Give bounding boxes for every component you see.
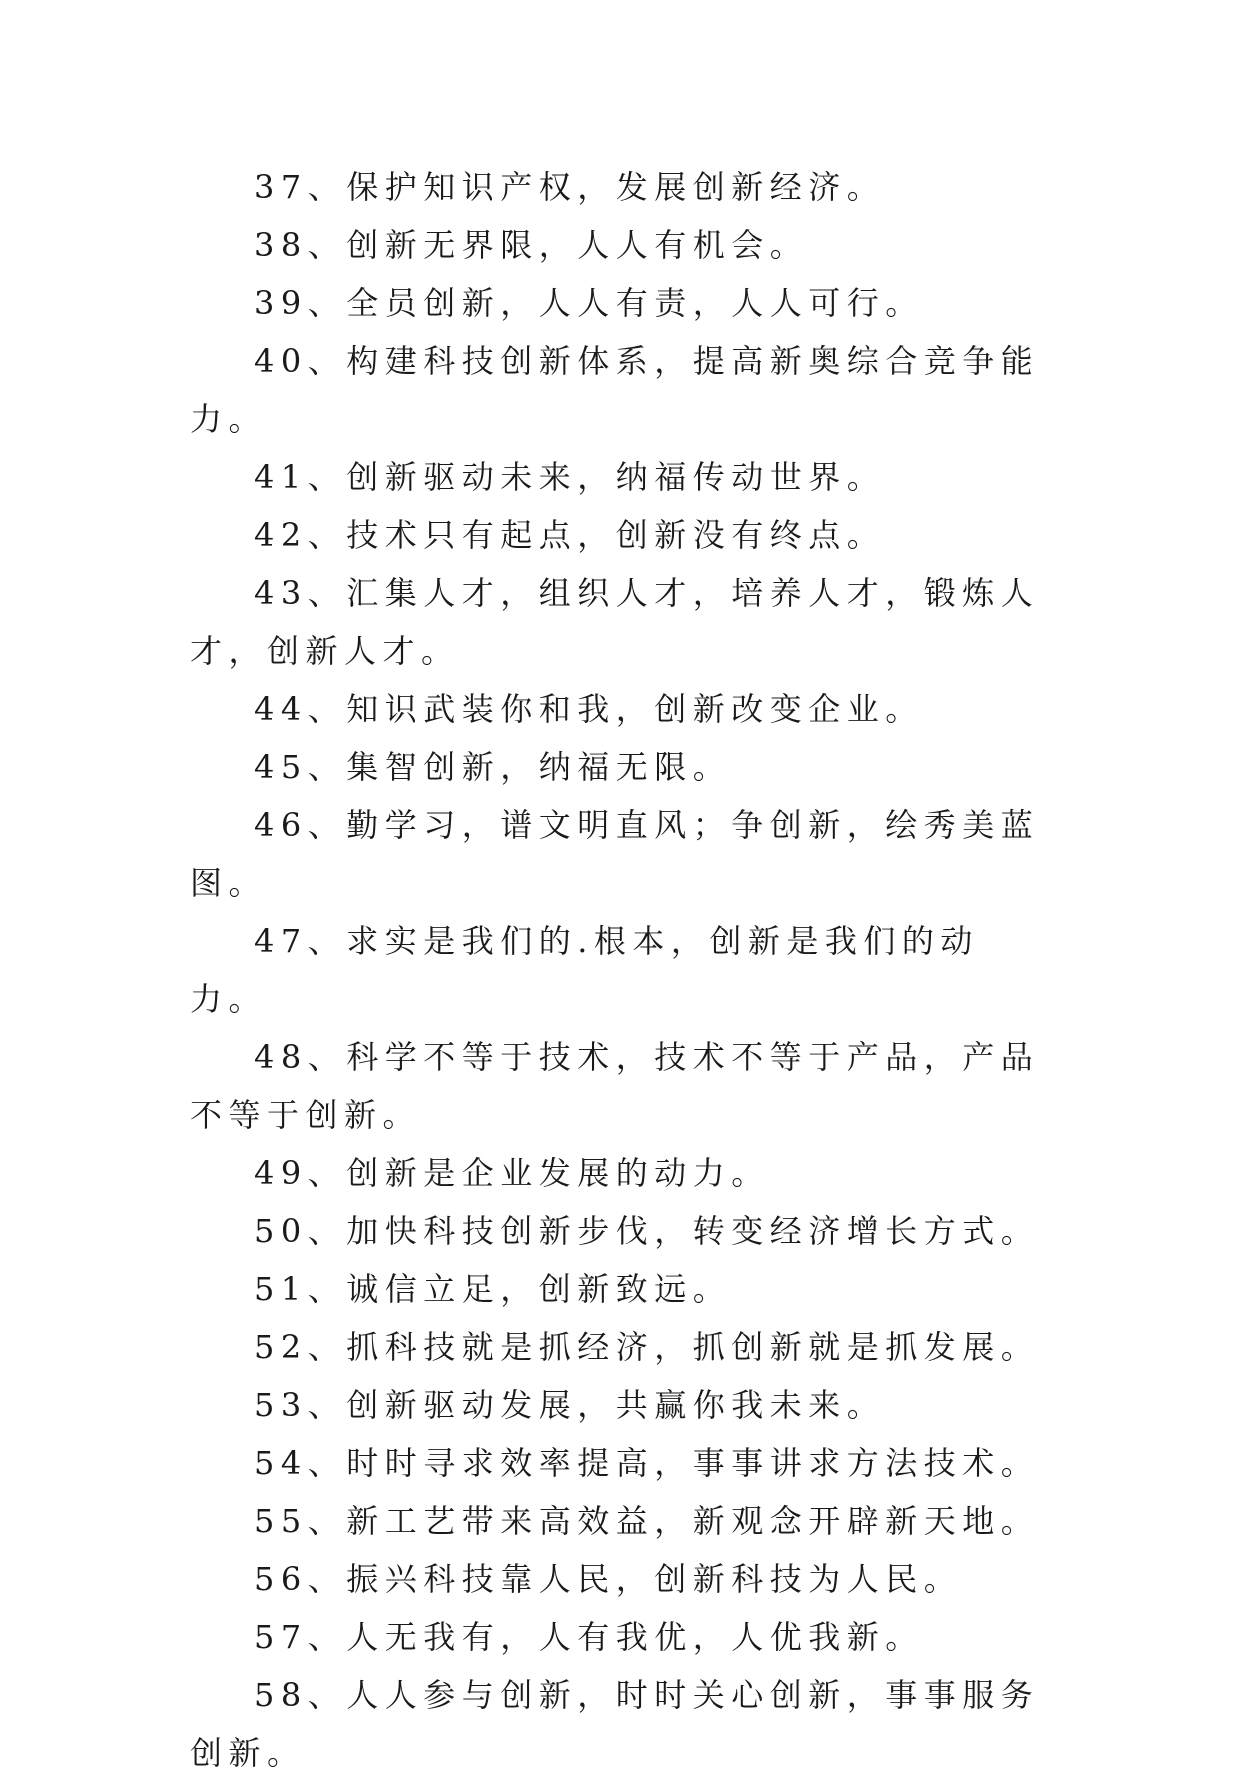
list-item: 46、勤学习，谱文明直风；争创新，绘秀美蓝图。: [190, 806, 1040, 902]
list-item: 45、集智创新，纳福无限。: [254, 748, 732, 786]
list-item: 40、构建科技创新体系，提高新奥综合竞争能力。: [190, 342, 1040, 438]
list-item: 44、知识武装你和我，创新改变企业。: [254, 690, 924, 728]
list-item: 53、创新驱动发展，共赢你我未来。: [254, 1386, 886, 1424]
list-item: 38、创新无界限，人人有机会。: [254, 226, 809, 264]
list-item: 55、新工艺带来高效益，新观念开辟新天地。: [254, 1502, 1040, 1540]
list-item: 56、振兴科技靠人民，创新科技为人民。: [254, 1560, 963, 1598]
list-item: 37、保护知识产权，发展创新经济。: [254, 168, 886, 206]
list-item: 57、人无我有，人有我优，人优我新。: [254, 1618, 924, 1656]
list-item: 42、技术只有起点，创新没有终点。: [254, 516, 886, 554]
list-item: 43、汇集人才，组织人才，培养人才，锻炼人才，创新人才。: [190, 574, 1040, 670]
slogan-list: [190, 158, 1050, 1782]
list-item: 58、人人参与创新，时时关心创新，事事服务创新。: [190, 1676, 1040, 1772]
list-item: 54、时时寻求效率提高，事事讲求方法技术。: [254, 1444, 1040, 1482]
list-item: 39、全员创新，人人有责，人人可行。: [254, 284, 924, 322]
list-item: 52、抓科技就是抓经济，抓创新就是抓发展。: [254, 1328, 1040, 1366]
list-item: 51、诚信立足，创新致远。: [254, 1270, 732, 1308]
list-item: 49、创新是企业发展的动力。: [254, 1154, 770, 1192]
list-item: 47、求实是我们的.根本，创新是我们的动力。: [190, 922, 979, 1018]
list-item: 50、加快科技创新步伐，转变经济增长方式。: [254, 1212, 1040, 1250]
list-item: 41、创新驱动未来，纳福传动世界。: [254, 458, 886, 496]
list-item: 48、科学不等于技术，技术不等于产品，产品不等于创新。: [190, 1038, 1040, 1134]
